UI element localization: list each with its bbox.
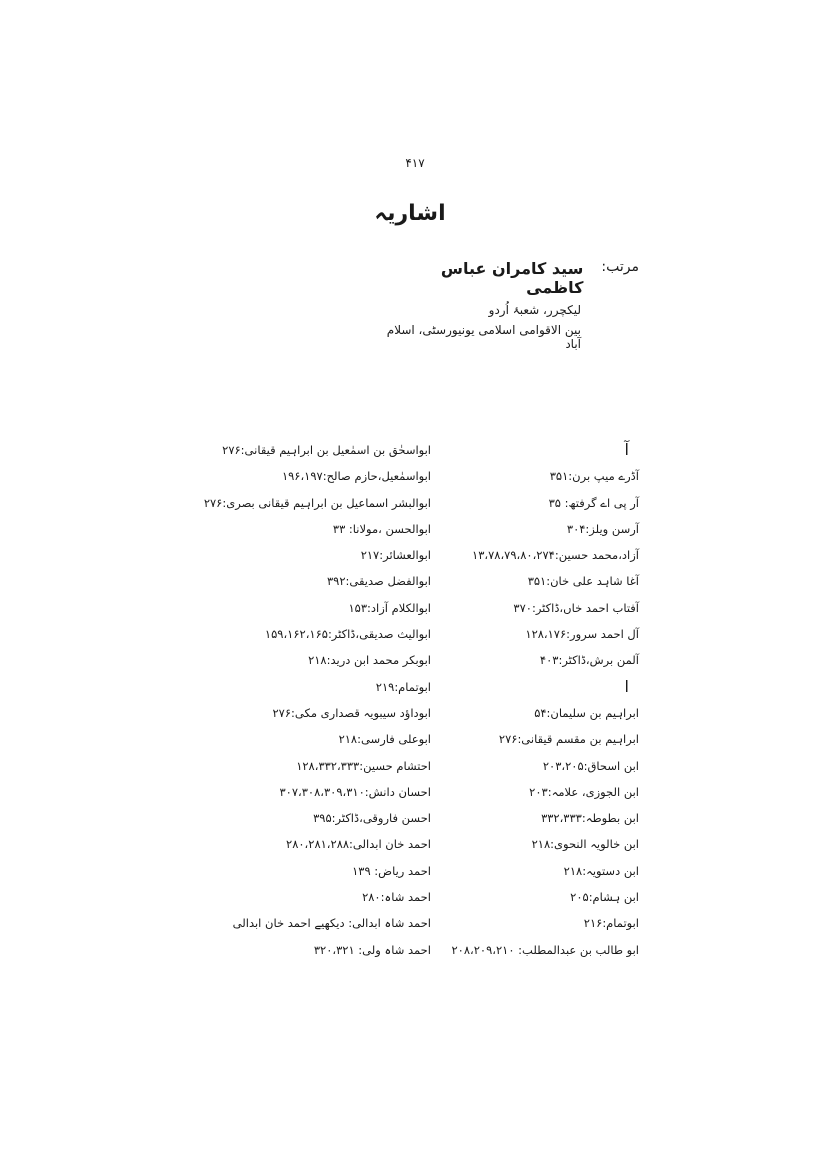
index-entry: ابن ہشام:۲۰۵ <box>570 890 639 905</box>
index-entry: ابوالحسن ،مولانا: ۳۳ <box>332 521 431 536</box>
index-entry: ابن اسحاق:۲۰۳،۲۰۵ <box>542 758 639 773</box>
index-entry: احمد شاہ ولی: ۳۲۰،۳۲۱ <box>313 942 431 957</box>
index-entry: آزاد،محمد حسین:۱۳،۷۸،۷۹،۸۰،۲۷۴ <box>472 548 639 563</box>
index-entry: ابوالفضل صدیقی:۳۹۲ <box>326 574 431 589</box>
index-entry: آرسن ویلز:۳۰۴ <box>566 521 639 536</box>
index-entry: ابو طالب بن عبدالمطلب: ۲۰۸،۲۰۹،۲۱۰ <box>451 942 639 957</box>
index-entry: ابوتمام:۲۱۹ <box>375 679 431 694</box>
compiler-block <box>379 259 639 351</box>
index-entry: ابواسمٰعیل،حازم صالح:۱۹۶،۱۹۷ <box>281 469 431 484</box>
index-entry: آلمن برش،ڈاکٹر:۴۰۳ <box>539 653 639 668</box>
index-entry: ابوبکر محمد ابن درید:۲۱۸ <box>308 653 431 668</box>
index-entry: ابوعلی فارسی:۲۱۸ <box>338 732 431 747</box>
index-entry: آر پی اے گرفتھ: ۳۵ <box>548 495 639 510</box>
compiler-designation: لیکچرر، شعبۂ اُردو <box>488 303 581 317</box>
index-entry: ابوداؤد سیبویہ قصداری مکی:۲۷۶ <box>272 705 431 720</box>
index-letter-heading: ا <box>624 676 629 696</box>
index-entry: ابن بطوطہ:۳۳۲،۳۳۳ <box>541 811 639 826</box>
index-entry: احمد خان ابدالی:۲۸۰،۲۸۱،۲۸۸ <box>286 837 431 852</box>
page-number: ۴۱۷ <box>405 156 425 170</box>
index-entry: ابوالعشائر:۲۱۷ <box>360 548 431 563</box>
index-entry: احتشام حسین:۱۲۸،۳۳۲،۳۳۳ <box>296 758 431 773</box>
index-letter-heading: آ <box>624 440 629 459</box>
compiler-name: سید کامران عباس کاظمی <box>440 259 584 297</box>
index-entry: آفتاب احمد خاں،ڈاکٹر:۳۷۰ <box>513 600 639 615</box>
index-entry: ابراہیم بن مقسم قیقانی:۲۷۶ <box>498 732 639 747</box>
index-entry: ابراہیم بن سلیمان:۵۴ <box>534 705 639 720</box>
index-entry: ابن دستویہ:۲۱۸ <box>563 863 639 878</box>
index-entry: احمد شاہ:۲۸۰ <box>362 890 431 905</box>
index-entry: ابواسحٰق بن اسمٰعیل بن ابراہیم قیقانی:۲۷۶ <box>222 443 431 457</box>
index-entry: ابوالیث صدیقی،ڈاکٹر:۱۵۹،۱۶۲،۱۶۵ <box>264 627 431 642</box>
index-entry: احسان دانش:۳۰۷،۳۰۸،۳۰۹،۳۱۰ <box>279 784 431 799</box>
index-column-left <box>71 437 431 963</box>
index-entry: آل احمد سرور:۱۲۸،۱۷۶ <box>525 627 639 642</box>
index-entry: احسن فاروقی،ڈاکٹر:۳۹۵ <box>313 811 431 826</box>
index-entry: احمد ریاض: ۱۳۹ <box>352 863 431 878</box>
compiler-label: مرتب: <box>601 259 639 275</box>
compiler-institution: بین الاقوامی اسلامی یونیورسٹی، اسلام آباد <box>386 323 581 351</box>
index-entry: آغا شاہد علی خان:۳۵۱ <box>527 574 639 589</box>
index-entry: ابوتمام:۲۱۶ <box>583 916 639 931</box>
index-entry: آڈرے میپ برن:۳۵۱ <box>549 469 639 484</box>
index-entry: احمد شاہ ابدالی: دیکھیے احمد خان ابدالی <box>232 916 431 931</box>
index-entry: ابن الجوزی، علامہ:۲۰۳ <box>529 784 639 799</box>
index-entry: ابن خالویہ النحوی:۲۱۸ <box>531 837 639 852</box>
page-title: اشاریہ <box>374 201 446 226</box>
index-entry: ابوالکلام آزاد:۱۵۳ <box>348 600 431 615</box>
index-entry: ابوالبشر اسماعیل بن ابراہیم قیقانی بصری:۲۷۶ <box>203 495 431 510</box>
